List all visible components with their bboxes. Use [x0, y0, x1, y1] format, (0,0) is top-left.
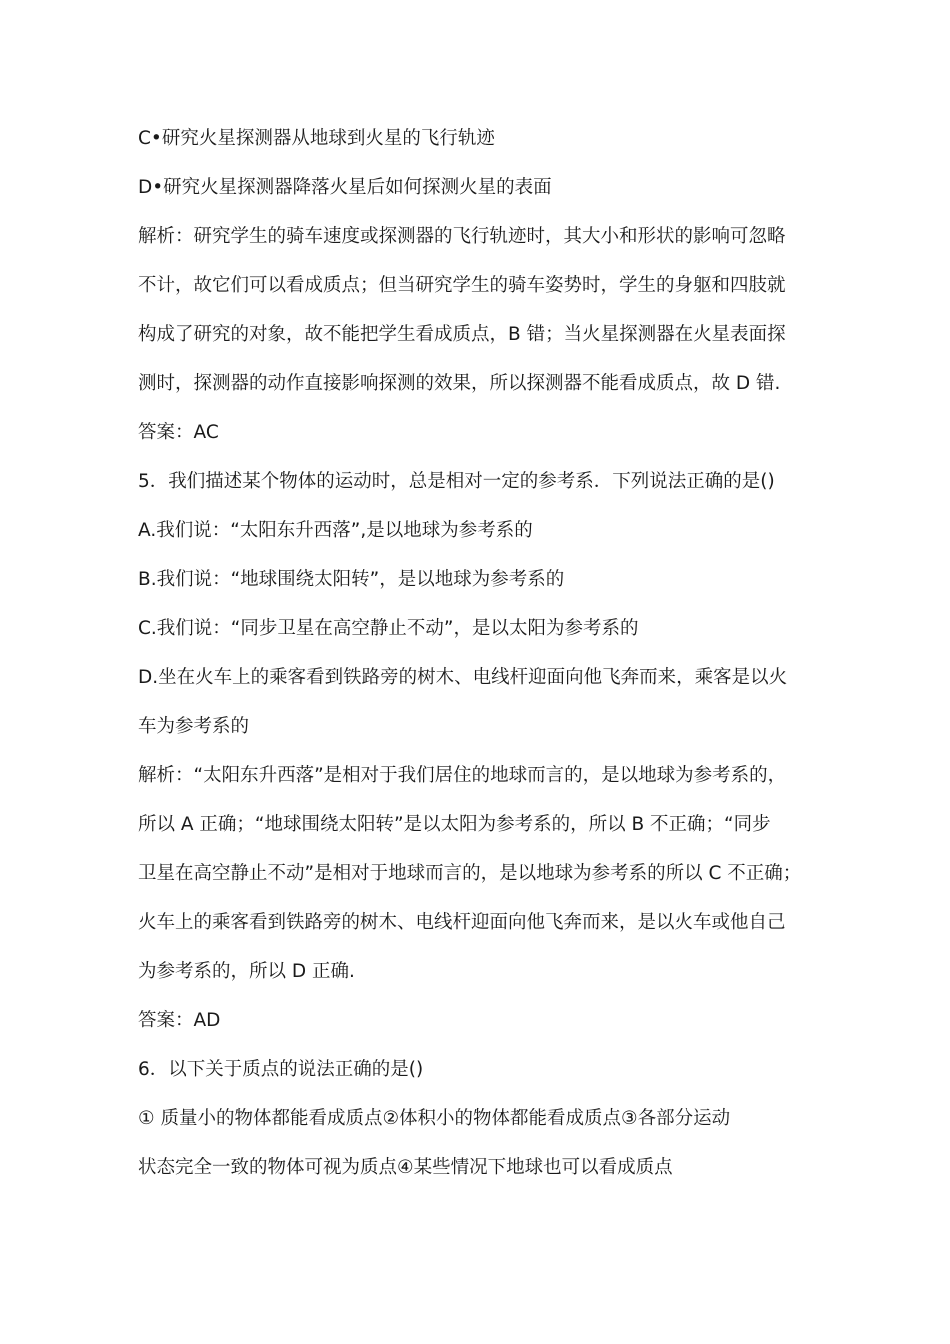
question-6-statements-cont: 状态完全一致的物体可视为质点④某些情况下地球也可以看成质点 — [138, 1157, 673, 1178]
analysis-line: 构成了研究的对象，故不能把学生看成质点，B 错；当火星探测器在火星表面探 — [138, 324, 786, 345]
analysis-line: 解析：研究学生的骑车速度或探测器的飞行轨迹时，其大小和形状的影响可忽略 — [138, 226, 786, 247]
analysis-line: 火车上的乘客看到铁路旁的树木、电线杆迎面向他飞奔而来，是以火车或他自己 — [138, 912, 786, 933]
question-5-option-c: C.我们说：“同步卫星在高空静止不动”，是以太阳为参考系的 — [138, 618, 639, 639]
question-5-option-a: A.我们说：“太阳东升西落”,是以地球为参考系的 — [138, 520, 533, 541]
answer-line: 答案：AD — [138, 1010, 221, 1031]
document-page — [138, 114, 828, 1192]
answer-line: 答案：AC — [138, 422, 219, 443]
analysis-line: 所以 A 正确；“地球围绕太阳转”是以太阳为参考系的，所以 B 不正确；“同步 — [138, 814, 771, 835]
analysis-line: 解析：“太阳东升西落”是相对于我们居住的地球而言的，是以地球为参考系的， — [138, 765, 787, 786]
analysis-line: 测时，探测器的动作直接影响探测的效果，所以探测器不能看成质点，故 D 错. — [138, 373, 781, 394]
analysis-line: 卫星在高空静止不动”是相对于地球而言的，是以地球为参考系的所以 C 不正确； — [138, 863, 802, 884]
question-5-option-b: B.我们说：“地球围绕太阳转”，是以地球为参考系的 — [138, 569, 565, 590]
question-5-option-d-cont: 车为参考系的 — [138, 716, 250, 737]
analysis-line: 为参考系的，所以 D 正确. — [138, 961, 355, 982]
question-5-stem: 5．我们描述某个物体的运动时，总是相对一定的参考系．下列说法正确的是() — [138, 471, 775, 492]
analysis-line: 不计，故它们可以看成质点；但当研究学生的骑车姿势时，学生的身躯和四肢就 — [138, 275, 786, 296]
option-d-line: D•研究火星探测器降落火星后如何探测火星的表面 — [138, 177, 552, 198]
question-6-statements: ① 质量小的物体都能看成质点②体积小的物体都能看成质点③各部分运动 — [138, 1108, 731, 1129]
question-6-stem: 6．以下关于质点的说法正确的是() — [138, 1059, 424, 1080]
question-5-option-d: D.坐在火车上的乘客看到铁路旁的树木、电线杆迎面向他飞奔而来，乘客是以火 — [138, 667, 788, 688]
option-c-line: C•研究火星探测器从地球到火星的飞行轨迹 — [138, 128, 495, 149]
